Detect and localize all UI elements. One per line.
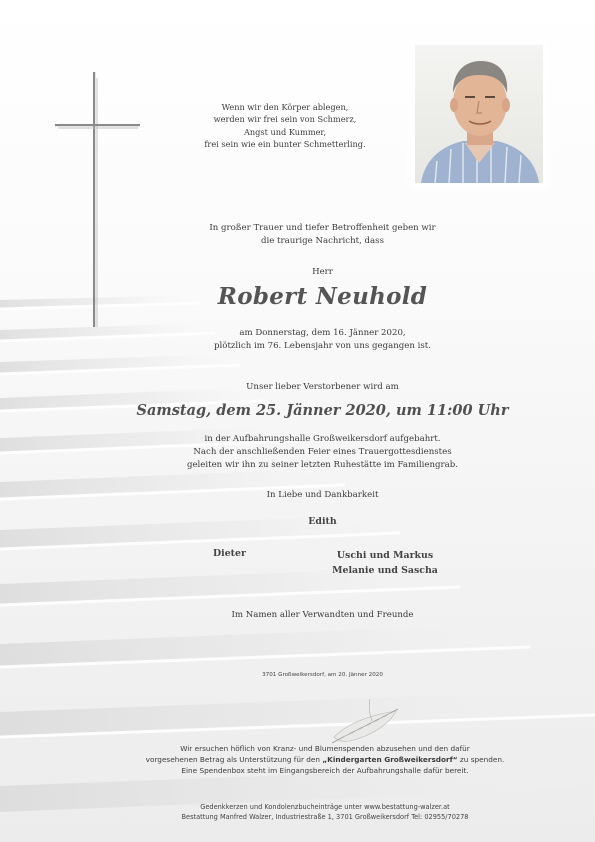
viewing-details <box>110 433 535 472</box>
viewing-date: Samstag, dem 25. Jänner 2020, um 11:00 Uhr <box>136 402 509 419</box>
footer-line: Bestattung Manfred Walzer, Industriestraße 1, 3701 Großweikersdorf Tel: 02955/70278 <box>181 812 469 821</box>
footer-line: Gedenkkerzen und Kondolenzbucheinträge unter www.bestattung-walzer.at <box>200 803 450 811</box>
donation-text: zu spenden. <box>457 754 505 764</box>
viewing-line: in der Aufbahrungshalle Großweikersdorf aufgebahrt. <box>204 434 441 444</box>
footer <box>130 803 520 823</box>
mourner-line: Uschi und Markus <box>336 550 434 561</box>
viewing-line: geleiten wir ihn zu seiner letzten Ruhestätte im Familiengrab. <box>186 460 459 470</box>
mourner-child: Dieter <box>213 548 246 559</box>
mourner-spouse: Edith <box>308 516 337 527</box>
place-date: 3701 Großweikersdorf, am 20. Jänner 2020 <box>262 672 383 678</box>
donation-request <box>100 744 550 776</box>
intro-line: die traurige Nachricht, dass <box>260 236 385 246</box>
viewing-line: Nach der anschließenden Feier eines Trauergottesdienstes <box>193 447 452 457</box>
viewing-intro: Unser lieber Verstorbener wird am <box>246 382 399 392</box>
feather-icon <box>330 693 402 749</box>
mourner-line: Melanie und Sascha <box>332 565 438 576</box>
salutation: Herr <box>312 267 333 277</box>
donation-text: vorgesehenen Betrag als Unterstützung für den <box>145 754 323 764</box>
closing-phrase: In Liebe und Dankbarkeit <box>266 490 379 500</box>
donation-line: Wir ersuchen höflich von Kranz- und Blumenspenden abzusehen und den dafür <box>180 744 470 753</box>
poem-line: frei sein wie ein bunter Schmetterling. <box>204 138 366 149</box>
poem <box>170 101 400 150</box>
relatives-line: Im Namen aller Verwandten und Freunde <box>231 610 414 620</box>
portrait-photo <box>415 45 543 183</box>
deceased-name: Robert Neuhold <box>217 283 428 310</box>
death-notice <box>110 327 535 353</box>
intro-text <box>110 222 535 248</box>
poem-line: Angst und Kummer, <box>243 126 327 137</box>
death-line: plötzlich im 76. Lebensjahr von uns gegangen ist. <box>214 341 431 351</box>
donation-line <box>100 755 550 766</box>
mourner-family <box>300 548 470 578</box>
death-line: am Donnerstag, dem 16. Jänner 2020, <box>239 328 406 338</box>
intro-line: In großer Trauer und tiefer Betroffenheit geben wir <box>209 223 436 233</box>
poem-line: Wenn wir den Körper ablegen, <box>221 102 349 112</box>
donation-line: Eine Spendenbox steht im Eingangsbereich der Aufbahrungshalle dafür bereit. <box>181 765 469 775</box>
kindergarten-name: „Kindergarten Großweikersdorf“ <box>322 754 458 764</box>
poem-line: werden wir frei sein von Schmerz, <box>213 114 357 125</box>
